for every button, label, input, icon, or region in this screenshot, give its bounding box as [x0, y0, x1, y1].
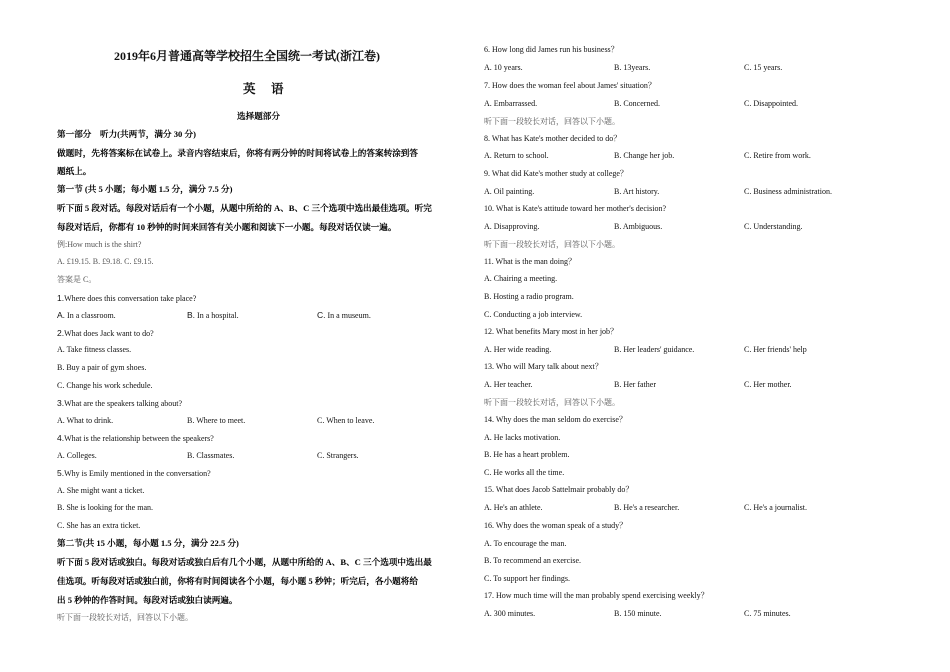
question-10: 10. What is Kate's attitude toward her mother's decision?: [484, 204, 667, 213]
question-number: 1.: [57, 293, 65, 303]
option-b[interactable]: B. He has a heart problem.: [484, 450, 570, 459]
option-letter: A.: [57, 310, 66, 320]
option-a[interactable]: A. Oil painting.: [484, 187, 535, 196]
subject-char-1: 英: [243, 82, 256, 96]
question-4: [57, 433, 214, 444]
option-a[interactable]: A. Her teacher.: [484, 380, 533, 389]
option-b[interactable]: B. Her leaders' guidance.: [614, 345, 695, 354]
option-a[interactable]: A. Return to school.: [484, 151, 549, 160]
option-c[interactable]: C. She has an extra ticket.: [57, 521, 141, 530]
option-b[interactable]: B. Buy a pair of gym shoes.: [57, 363, 147, 372]
question-17: 17. How much time will the man probably spend exercising weekly？: [484, 591, 709, 600]
option-b[interactable]: B. He's a researcher.: [614, 503, 680, 512]
option-b[interactable]: B. Ambiguous.: [614, 222, 663, 231]
option-a[interactable]: A. He lacks motivation.: [484, 433, 561, 442]
question-text: What are the speakers talking about?: [64, 399, 183, 408]
question-number: 3.: [57, 398, 65, 408]
option-c[interactable]: [317, 310, 371, 321]
question-3: [57, 398, 182, 409]
example-options: A. £19.15. B. £9.18. C. £9.15.: [57, 257, 154, 266]
option-c[interactable]: C. He works all the time.: [484, 468, 565, 477]
part1-heading: 第一部分 听力(共两节，满分 30 分): [57, 129, 196, 139]
option-a[interactable]: A. Her wide reading.: [484, 345, 552, 354]
option-c[interactable]: C. Her friends' help: [744, 345, 807, 354]
option-b[interactable]: B. She is looking for the man.: [57, 503, 153, 512]
question-1: [57, 293, 196, 304]
option-letter: C.: [317, 310, 326, 320]
listen-instruction: 听下面一段较长对话，回答以下小题。: [57, 613, 193, 622]
question-text: What is the relationship between the speakers?: [64, 434, 214, 443]
option-c[interactable]: C. 75 minutes.: [744, 609, 791, 618]
question-5: [57, 468, 211, 479]
instructions-line: 题纸上。: [57, 166, 92, 176]
option-b[interactable]: B. Change her job.: [614, 151, 675, 160]
section-heading: 选择题部分: [237, 111, 280, 121]
option-b[interactable]: B. 13years.: [614, 63, 651, 72]
question-text: Where does this conversation take place?: [64, 294, 197, 303]
section2-heading: 第二节(共 15 小题，每小题 1.5 分，满分 22.5 分): [57, 538, 239, 548]
option-b[interactable]: B. Hosting a radio program.: [484, 292, 574, 301]
question-16: 16. Why does the woman speak of a study？: [484, 521, 628, 530]
option-c[interactable]: C. Change his work schedule.: [57, 381, 153, 390]
option-a[interactable]: A. 300 minutes.: [484, 609, 536, 618]
listen-instruction: 听下面一段较长对话，回答以下小题。: [484, 240, 620, 249]
option-c[interactable]: C. He's a journalist.: [744, 503, 807, 512]
question-11: 11. What is the man doing？: [484, 257, 576, 266]
option-a[interactable]: A. Disapproving.: [484, 222, 540, 231]
option-c[interactable]: C. Retire from work.: [744, 151, 811, 160]
instructions-line: 出 5 秒钟的作答时间。每段对话或独白读两遍。: [57, 595, 238, 605]
option-c[interactable]: C. Her mother.: [744, 380, 792, 389]
option-a[interactable]: [57, 310, 116, 321]
option-b[interactable]: [187, 310, 239, 321]
option-a[interactable]: A. To encourage the man.: [484, 539, 567, 548]
option-b[interactable]: B. Concerned.: [614, 99, 660, 108]
question-2: [57, 328, 154, 339]
option-a[interactable]: A. She might want a ticket.: [57, 486, 145, 495]
instructions-line: 佳选项。听每段对话或独白前，你将有时间阅读各个小题，每小题 5 秒钟；听完后，各小题将给: [57, 576, 418, 586]
question-12: 12. What benefits Mary most in her job？: [484, 327, 619, 336]
instructions-line: 听下面 5 段对话或独白。每段对话或独白后有几个小题，从题中所给的 A、B、C 三个选项中选出最: [57, 557, 432, 567]
option-a[interactable]: A. Embarrassed.: [484, 99, 538, 108]
option-b[interactable]: B. Classmates.: [187, 451, 235, 460]
option-b[interactable]: B. Her father: [614, 380, 656, 389]
option-c[interactable]: C. Understanding.: [744, 222, 803, 231]
option-c[interactable]: C. When to leave.: [317, 416, 375, 425]
question-13: 13. Who will Mary talk about next？: [484, 362, 603, 371]
question-text: Why is Emily mentioned in the conversation?: [64, 469, 211, 478]
option-a[interactable]: A. 10 years.: [484, 63, 523, 72]
option-c[interactable]: C. Conducting a job interview.: [484, 310, 583, 319]
question-number: 2.: [57, 328, 65, 338]
question-text: What does Jack want to do?: [64, 329, 154, 338]
option-b[interactable]: B. To recommend an exercise.: [484, 556, 582, 565]
option-c[interactable]: C. Business administration.: [744, 187, 832, 196]
option-a[interactable]: A. Take fitness classes.: [57, 345, 132, 354]
option-letter: B.: [187, 310, 196, 320]
instructions-line: 每段对话后，你都有 10 秒钟的时间来回答有关小题和阅读下一小题。每段对话仅读一遍。: [57, 222, 397, 232]
question-number: 4.: [57, 433, 65, 443]
question-8: 8. What has Kate's mother decided to do？: [484, 134, 622, 143]
question-9: 9. What did Kate's mother study at college？: [484, 169, 628, 178]
question-14: 14. Why does the man seldom do exercise？: [484, 415, 627, 424]
section1-heading: 第一节 (共 5 小题；每小题 1.5 分，满分 7.5 分): [57, 184, 233, 194]
option-c[interactable]: C. Disappointed.: [744, 99, 798, 108]
question-6: 6. How long did James run his business？: [484, 45, 619, 54]
option-a[interactable]: A. Colleges.: [57, 451, 97, 460]
option-text: In a hospital.: [197, 311, 239, 320]
option-b[interactable]: B. Where to meet.: [187, 416, 246, 425]
listen-instruction: 听下面一段较长对话，回答以下小题。: [484, 117, 620, 126]
subject-char-2: 语: [271, 82, 284, 96]
option-c[interactable]: C. 15 years.: [744, 63, 783, 72]
option-c[interactable]: C. To support her findings.: [484, 574, 570, 583]
option-a[interactable]: A. He's an athlete.: [484, 503, 543, 512]
question-number: 5.: [57, 468, 65, 478]
option-b[interactable]: B. 150 minute.: [614, 609, 662, 618]
instructions-line: 听下面 5 段对话。每段对话后有一个小题，从题中所给的 A、B、C 三个选项中选出最佳选项。听完: [57, 203, 432, 213]
option-text: In a classroom.: [67, 311, 116, 320]
question-7: 7. How does the woman feel about James' situation？: [484, 81, 656, 90]
listen-instruction: 听下面一段较长对话，回答以下小题。: [484, 398, 620, 407]
instructions-line: 做题时，先将答案标在试卷上。录音内容结束后，你将有两分钟的时间将试卷上的答案转涂到答: [57, 148, 418, 158]
exam-title: 2019年6月普通高等学校招生全国统一考试(浙江卷): [114, 49, 380, 63]
option-text: In a museum.: [327, 311, 371, 320]
option-a[interactable]: A. Chairing a meeting.: [484, 274, 558, 283]
question-15: 15. What does Jacob Sattelmair probably do？: [484, 485, 634, 494]
example-answer: 答案是 C。: [57, 275, 97, 284]
option-a[interactable]: A. What to drink.: [57, 416, 114, 425]
option-b[interactable]: B. Art history.: [614, 187, 660, 196]
example-question: 例:How much is the shirt?: [57, 240, 142, 249]
option-c[interactable]: C. Strangers.: [317, 451, 359, 460]
